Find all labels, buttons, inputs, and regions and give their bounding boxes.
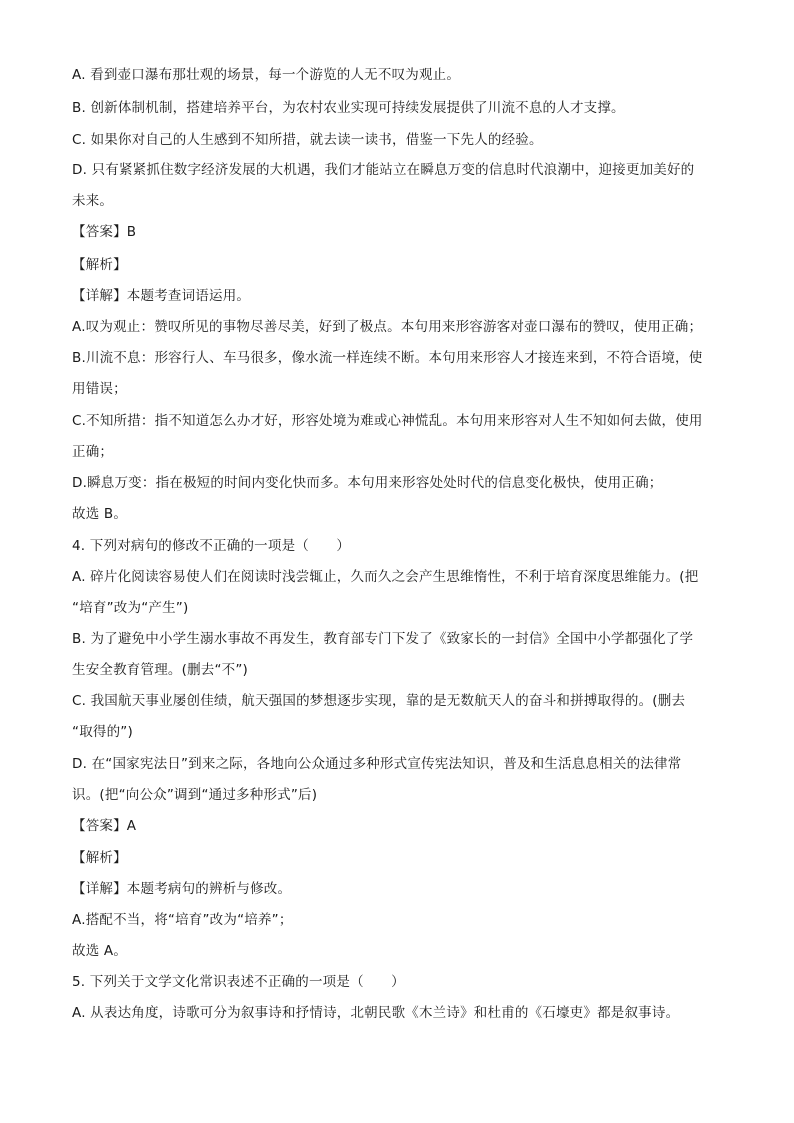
explanation-b-cont: 用错误； (72, 381, 127, 397)
q4-detail-line: 【详解】本题考病句的辨析与修改。 (72, 881, 292, 897)
q5-option-a: A. 从表达角度，诗歌可分为叙事诗和抒情诗，北朝民歌《木兰诗》和杜甫的《石壕吏》都是叙事诗。 (72, 1005, 680, 1021)
answer-label: 【答案】B (72, 224, 137, 240)
q4-analysis-label: 【解析】 (72, 850, 127, 866)
q4-option-b: B. 为了避免中小学生溺水事故不再发生，教育部专门下发了《致家长的一封信》全国中小学都强化了学 (72, 631, 694, 647)
q4-answer-label: 【答案】A (72, 818, 137, 834)
q4-option-a: A. 碎片化阅读容易使人们在阅读时浅尝辄止，久而久之会产生思维惰性，不利于培育深度思维能力。(把 (72, 569, 699, 585)
explanation-c: C.不知所措：指不知道怎么办才好，形容处境为难或心神慌乱。本句用来形容对人生不知如何去做，使用 (72, 413, 703, 429)
question-5-title: 5. 下列关于文学文化常识表述不正确的一项是（ ） (72, 974, 405, 990)
q4-explanation-a: A.搭配不当，将“培育”改为“培养”； (72, 912, 293, 928)
q4-option-d-cont: 识。(把“向公众”调到“通过多种形式”后) (72, 787, 318, 803)
option-a-line: A. 看到壶口瀑布那壮观的场景，每一个游览的人无不叹为观止。 (72, 67, 461, 83)
explanation-a: A.叹为观止：赞叹所见的事物尽善尽美，好到了极点。本句用来形容游客对壶口瀑布的赞叹，使用正确； (72, 319, 703, 335)
explanation-d: D.瞬息万变：指在极短的时间内变化快而多。本句用来形容处处时代的信息变化极快，使用正确； (72, 475, 663, 491)
option-b-line: B. 创新体制机制，搭建培养平台，为农村农业实现可持续发展提供了川流不息的人才支撑。 (72, 100, 625, 116)
q4-option-b-cont: 生安全教育管理。(删去“不”) (72, 662, 249, 678)
analysis-label: 【解析】 (72, 257, 127, 273)
explanation-c-cont: 正确； (72, 444, 114, 460)
q4-option-c-cont: “取得的”) (72, 724, 133, 740)
q4-option-c: C. 我国航天事业屡创佳绩，航天强国的梦想逐步实现，靠的是无数航天人的奋斗和拼搏取得的。(删去 (72, 693, 686, 709)
conclusion-line: 故选 B。 (72, 506, 128, 522)
q4-option-a-cont: “培育”改为“产生”) (72, 600, 189, 616)
question-4-title: 4. 下列对病句的修改不正确的一项是（ ） (72, 538, 351, 554)
explanation-b: B.川流不息：形容行人、车马很多，像水流一样连续不断。本句用来形容人才接连来到，不符合语境，使 (72, 350, 703, 366)
option-c-line: C. 如果你对自己的人生感到不知所措，就去读一读书，借鉴一下先人的经验。 (72, 132, 543, 148)
q4-conclusion: 故选 A。 (72, 943, 128, 959)
q4-option-d: D. 在“国家宪法日”到来之际，各地向公众通过多种形式宣传宪法知识，普及和生活息息相关的法律常 (72, 756, 682, 772)
option-d-line: D. 只有紧紧抓住数字经济发展的大机遇，我们才能站立在瞬息万变的信息时代浪潮中，迎接更加美好的 (72, 162, 695, 178)
option-d-continued: 未来。 (72, 193, 114, 209)
detail-line: 【详解】本题考查词语运用。 (72, 288, 251, 304)
